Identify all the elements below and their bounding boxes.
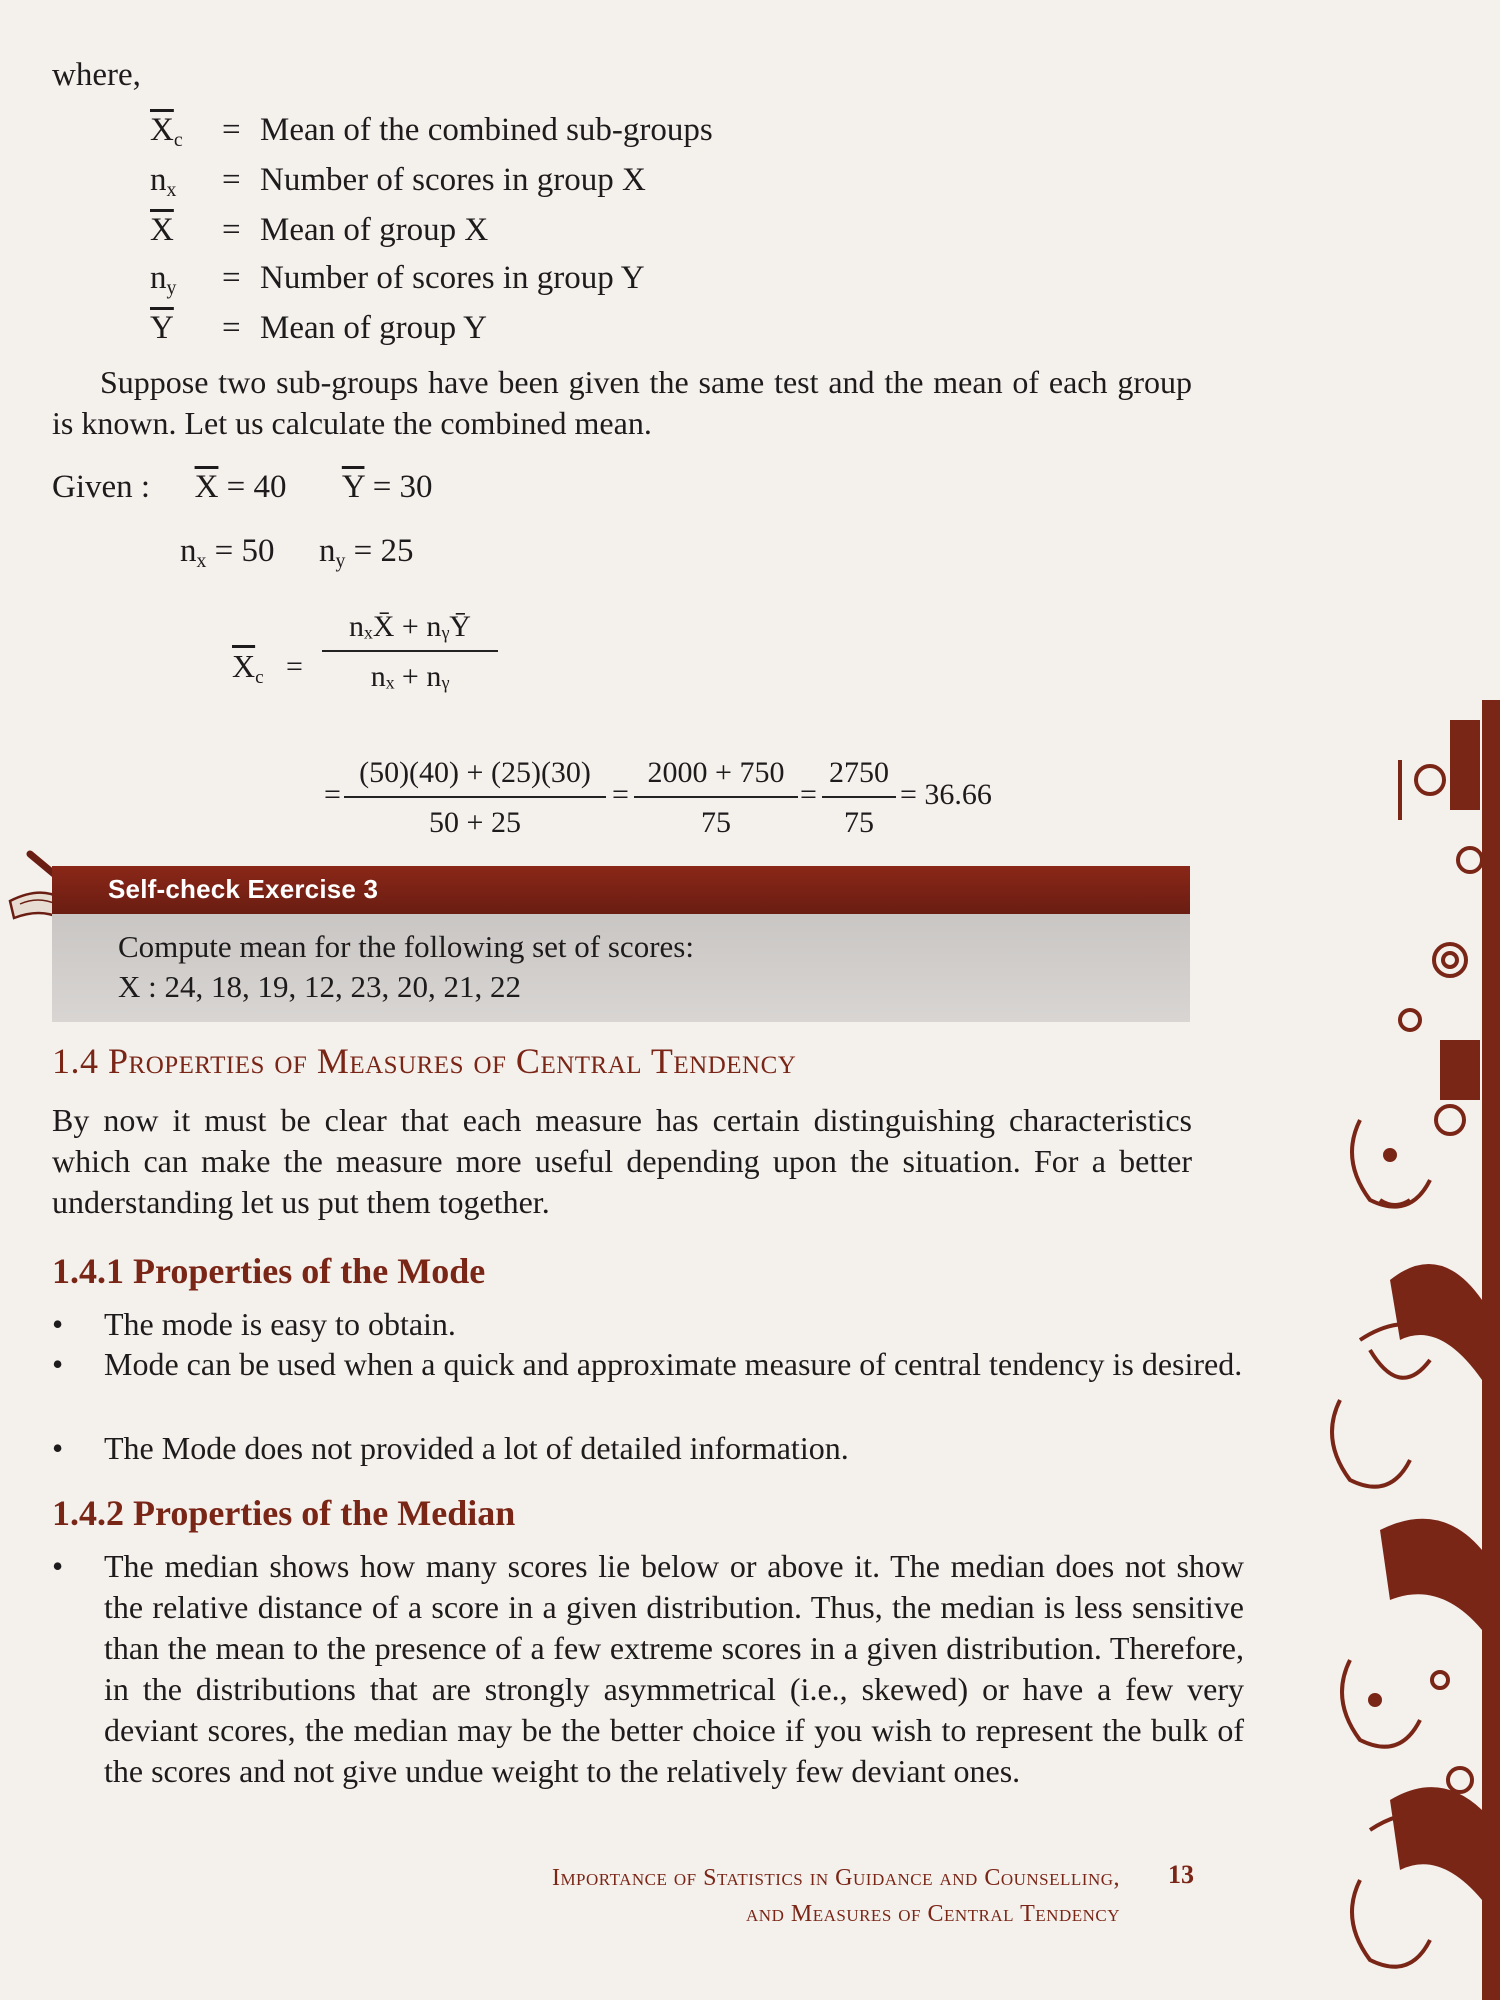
given-n-line: $n_x = 50$ $n_y = 25$ bbox=[180, 533, 414, 572]
section-heading-1-4-1: 1.4.1 Properties of the Mode bbox=[52, 1251, 486, 1291]
calc-fraction-1-denominator: 50 + 25 bbox=[429, 806, 521, 839]
definition-symbol: n bbox=[150, 162, 167, 198]
calc-fraction-3-denominator: 75 bbox=[844, 806, 874, 839]
self-check-scores: X : 24, 18, 19, 12, 23, 20, 21, 22 bbox=[118, 969, 521, 1004]
given-ny: n bbox=[319, 533, 336, 569]
self-check-title: Self-check Exercise 3 bbox=[108, 874, 379, 904]
given-xbar: $\overline{X}$ bbox=[194, 469, 219, 505]
given-ybar-value: = 30 bbox=[364, 469, 433, 505]
definition-row: $\overline{X}_c$ = Mean of the combined sub-groups bbox=[150, 112, 713, 151]
given-ny-value: = 25 bbox=[345, 533, 414, 569]
definition-symbol: $\overline{Y}$ bbox=[150, 310, 174, 346]
calc-equals-1: = bbox=[324, 778, 341, 811]
definition-symbol: $\overline{X}$ bbox=[150, 112, 174, 148]
bullet-glyph: • bbox=[52, 1430, 64, 1466]
self-check-instruction: Compute mean for the following set of scores: bbox=[118, 929, 694, 964]
formula-equals: = bbox=[286, 650, 303, 683]
calc-fraction-2-numerator: 2000 + 750 bbox=[634, 756, 798, 798]
given-label: Given : bbox=[52, 469, 151, 505]
calc-fraction-1 bbox=[344, 756, 606, 840]
calc-fraction-2-denominator: 75 bbox=[701, 806, 731, 839]
given-nx: n bbox=[180, 533, 197, 569]
given-ybar: $\overline{Y}$ bbox=[341, 469, 365, 505]
page-number: 13 bbox=[1168, 1860, 1194, 1889]
calc-result: = 36.66 bbox=[900, 778, 992, 811]
decorative-border-illustration bbox=[1300, 700, 1500, 2000]
where-label: where, bbox=[52, 57, 141, 93]
given-xbar-value: = 40 bbox=[218, 469, 287, 505]
calc-fraction-2 bbox=[634, 756, 798, 840]
footer-line-2: and Measures of Central Tendency bbox=[746, 1901, 1120, 1927]
definition-row: $\overline{Y}$ = Mean of group Y bbox=[150, 310, 487, 346]
footer-line-1: Importance of Statistics in Guidance and Counselling, bbox=[551, 1865, 1120, 1891]
given-line bbox=[52, 466, 433, 508]
calc-fraction-1-numerator: (50)(40) + (25)(30) bbox=[344, 756, 606, 798]
calc-fraction-3 bbox=[822, 756, 896, 840]
definition-text: Mean of group Y bbox=[260, 310, 487, 346]
definition-symbol: n bbox=[150, 260, 167, 296]
definition-text: Number of scores in group X bbox=[260, 162, 646, 198]
section-1-4-paragraph: By now it must be clear that each measure has certain distinguishing characteristics which can make the measure more useful depending upon the situation. For a better understanding let us put them together. bbox=[52, 1102, 1192, 1220]
bullet-glyph: • bbox=[52, 1346, 64, 1382]
definition-text: Mean of the combined sub-groups bbox=[260, 112, 713, 148]
bullet-glyph: • bbox=[52, 1548, 64, 1584]
definition-text: Number of scores in group Y bbox=[260, 260, 645, 296]
page-footer bbox=[552, 1860, 1120, 1932]
bullet-glyph: • bbox=[52, 1306, 64, 1342]
section-heading-1-4-2: 1.4.2 Properties of the Median bbox=[52, 1493, 516, 1533]
definition-row: $n_y$ = Number of scores in group Y bbox=[150, 260, 645, 299]
calc-fraction-3-numerator: 2750 bbox=[822, 756, 896, 798]
calc-equals-3: = bbox=[800, 778, 817, 811]
given-nx-value: = 50 bbox=[206, 533, 275, 569]
textbook-page: where, $\overline{X}_c$ = Mean of the combined sub-groups $n_x$ = Number of scores in group X $\overline{X}$ = Mean of group X $n_y$ = Number of scores in group Y $\overline{Y}$ = Mean of group Y Suppose two sub-groups have been given the same test and the mean of each group is known. Let us calculate the combined mean. Given : $\overline{X} = 40$ $\overline{Y} = 30$ $n_x = 50$ $n_y = 25$ $\overline{X}_c$ = nₓX̄ + nᵧȲ nₓ + nᵧ = $\frac{(50)(40) + (25)(30)}{50 + 25}$ = $\frac{2000 + 750}{75}$ = $\frac{2750}{75}$ = 36.66 Self-check Exercise 3 Compute mean for the following set of scores: X : 24, 18, 19, 12, 23, 20, 21, 22 1.4 Properties of Measures of Central Tendency By now it must be clear that each measure has certain distinguishing characteristics which can make the measure more useful depending upon the situation. For a better understanding let us put them together. 1.4.1 Properties of the Mode • The mode is easy to obtain. • Mode can be used when a quick and approximate measure of central tendency is desired. • The Mode does not provided a lot of detailed information. 1.4.2 Properties of the Median • The median shows how many scores lie below or above it. The median does not show the relative distance of a score in a given distribution. Thus, the median is less sensitive than the mean to the presence of a few extreme scores in a given distribution. Therefore, in the distributions that are strongly asymmetrical (i.e., skewed) or have a few very deviant scores, the median may be the better choice if you wish to represent the bulk of the scores and not give undue weight to the relatively few deviant ones. Importance of Statistics in Guidance and Counselling, and Measures of Central Tendency 13 bbox=[0, 0, 1500, 2000]
formula-lhs: $\overline{X}_c$ bbox=[232, 648, 264, 688]
definition-row: $n_x$ = Number of scores in group X bbox=[150, 162, 646, 201]
intro-paragraph: Suppose two sub-groups have been given the same test and the mean of each group is known. Let us calculate the combined mean. bbox=[52, 364, 1192, 441]
definition-symbol: $\overline{X}$ bbox=[150, 212, 174, 248]
formula-denominator: nₓ + nᵧ bbox=[370, 660, 450, 693]
definition-row: $\overline{X}$ = Mean of group X bbox=[150, 212, 489, 248]
calc-equals-2: = bbox=[612, 778, 629, 811]
formula-fraction bbox=[322, 610, 498, 694]
definition-text: Mean of group X bbox=[260, 212, 489, 248]
section-heading-1-4: 1.4 Properties of Measures of Central Tendency bbox=[52, 1041, 797, 1081]
formula-numerator: nₓX̄ + nᵧȲ bbox=[322, 610, 498, 652]
